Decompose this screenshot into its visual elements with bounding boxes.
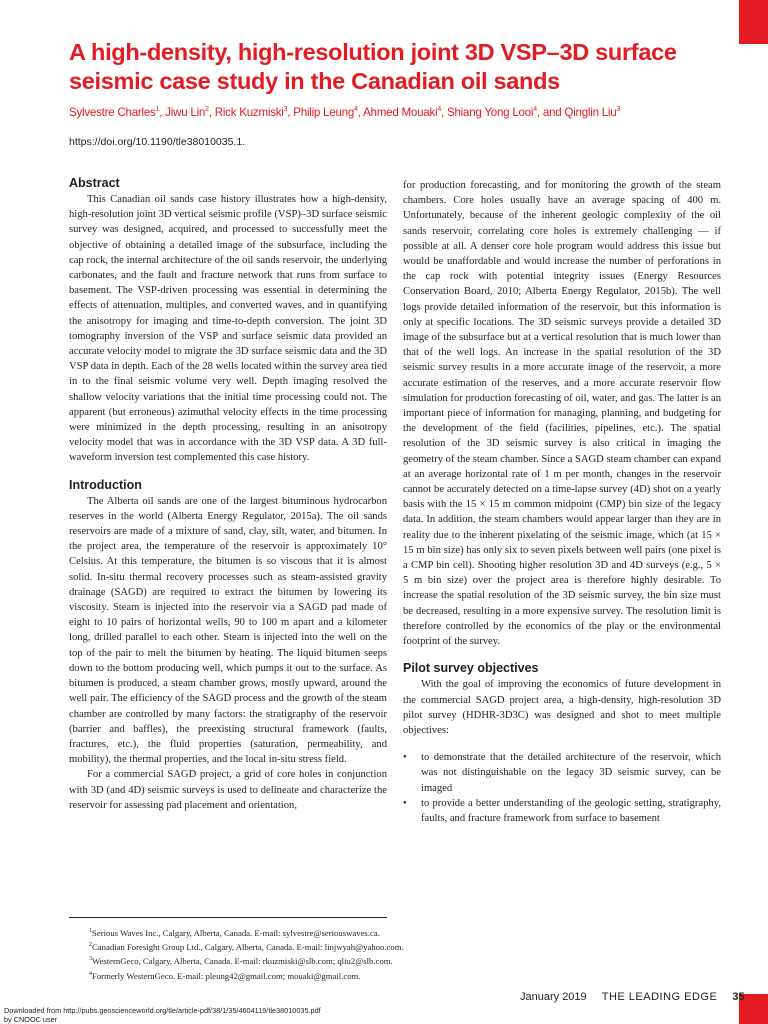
author-name: Ahmed Mouaki: [363, 106, 438, 119]
red-corner-tab: [739, 0, 768, 44]
abstract-heading: Abstract: [69, 176, 120, 190]
author-name: Qinglin Liu: [564, 106, 617, 119]
author-name: Shiang Yong Looi: [446, 106, 534, 119]
page-number: 35: [732, 991, 745, 1003]
introduction-paragraph-2: For a commercial SAGD project, a grid of core holes in conjunction with 3D (and 4D) seismic surveys is used to delineate and characterize the reservoir for assessing pad placement and orientation,: [69, 769, 387, 811]
article-title: A high-density, high-resolution joint 3D VSP–3D surface seismic case study in the Canadian oil sands: [69, 39, 677, 94]
author-affiliation: 4: [533, 106, 537, 114]
author-affiliation: 3: [283, 106, 288, 114]
issue-date: January 2019: [520, 991, 587, 1003]
abstract-text: This Canadian oil sands case history illustrates how a high-density, high-resolution joint 3D vertical seismic profile (VSP)–3D surface seismic survey was designed, acquired, and processed to successfully meet the objective of obtaining a detailed image of the subsurface, including the cap rock, the internal architecture of the oil sands reservoir, the underlying carbonates, and the fault and fracture network that runs from surface to basement. The VSP-driven processing was essential in determining the effects of attenuation, multiples, and converted waves, and in quantifying the anisotropy for imaging and time-to-depth conversion. The joint 3D tomography inversion of the VSP and surface seismic data provided an accurate velocity model to migrate the 3D surface seismic data and the 3D VSP data in depth. Each of the 28 wells located within the survey area tied in to the final seismic volume very well. Depth imaging resolved the shallow velocity variations that the initial time processing could not. The apparent (but erroneous) azimuthal velocity effects in the time processing were minimized in the depth processing, resulting in an anisotropy velocity model that was in accordance with the 3D VSP data. A 3D full-waveform inversion test complemented this case history.: [69, 194, 387, 464]
download-url[interactable]: Downloaded from http://pubs.geoscienceworld.org/tle/article-pdf/38/1/35/4604119/tle38010035.pdf: [4, 1006, 321, 1015]
download-notice: [4, 1006, 321, 1024]
objectives-list: [403, 750, 721, 826]
bullet-icon: •: [403, 752, 407, 764]
author-name: Rick Kuzmiski: [214, 106, 284, 119]
author-affiliation: 2: [205, 106, 209, 114]
author-affiliation: 1: [155, 106, 160, 114]
journal-name: THE LEADING EDGE: [601, 991, 718, 1003]
left-column: [69, 176, 387, 813]
author-list: Sylvestre Charles$^1$, Jiwu Lin$^2$, Rick Kuzmiski$^3$, Philip Leung$^4$, Ahmed Mouaki$^4$, Shiang Yong Looi$^4$, and Qinglin Liu$^3$: [69, 106, 621, 119]
bullet-icon: •: [403, 797, 407, 809]
introduction-paragraph-1: The Alberta oil sands are one of the largest bituminous hydrocarbon reserves in the world (Alberta Energy Regulator, 2015a). The oil sands reservoirs are made of a mixture of sand, clay, silt, water, and bitumen. In the project area, the temperature of the reservoir is approximately 10° Celsius. At this temperature, the bitumen is so viscous that it is almost solid. In-situ thermal recovery processes such as steam-assisted gravity drainage (SAGD) are required to extract the bitumen by lowering its viscosity. Steam is injected into the reservoir via a SAGD pad made of eight to 10 pairs of horizontal wells, 90 to 100 m apart and a kilometer long, drilled parallel to each other. Steam is injected into the well on the top of the pair to melt the bitumen by heating. The liquid bitumen seeps down to the bottom producing well, which pumps it out to the surface. As bitumen is produced, a steam chamber grows, mostly upward, around the well pair. The efficiency of the SAGD process and the growth of the steam chamber are controlled by many factors: the stratigraphy of the reservoir (barrier and baffles), the preexisting structural framework (faults, fractures, etc.), the fluid properties (saturation, permeability, and mobility), the thermal properties, and the local in-situ stress field.: [69, 495, 387, 766]
author-affiliation: 4: [354, 106, 358, 114]
right-column: [403, 178, 721, 826]
list-item: • to demonstrate that the detailed architecture of the reservoir, which was not distinguishable on the legacy 3D seismic survey, can be imaged: [403, 752, 721, 794]
download-user: by CNOOC user: [4, 1015, 58, 1024]
author-affiliation: 3: [616, 106, 621, 114]
footnote-divider: [69, 917, 387, 918]
page-footer: [520, 991, 745, 1003]
pilot-paragraph: With the goal of improving the economics of future development in the commercial SAGD project area, a high-density, high-resolution 3D pilot survey (HDHR-3D3C) was designed and shot to meet multiple objectives:: [403, 679, 721, 736]
footnote: $^3$WesternGeco, Calgary, Alberta, Canada. E-mail: rkuzmiski@slb.com; qliu2@slb.com.: [89, 956, 393, 967]
footnote: $^2$Canadian Foresight Group Ltd., Calgary, Alberta, Canada. E-mail: linjwyah@yahoo.com.: [89, 942, 404, 953]
author-name: Philip Leung: [293, 106, 355, 119]
author-name: Sylvestre Charles: [69, 106, 156, 119]
introduction-paragraph-2-continued: for production forecasting, and for monitoring the growth of the steam chambers. Core holes usually have an average spacing of 400 m. Unfortunately, because of the inherent geologic complexity of the oil sands reservoir, correlating core holes is extremely challenging — if possible at all. A denser core hole program would address this issue but would be unaffordable and would increase the number of perforations in the cap rock with potential integrity issues (Energy Resources Conservation Board, 2010; Alberta Energy Regulator, 2015b). The well logs provide detailed information of the reservoir, but this information is only at specific locations. The 3D seismic surveys provide a detailed 3D image of the subsurface but at a vertical resolution that is much lower than that of the well logs. An increase in the spatial resolution of the 3D seismic survey results in a more accurate image of the reservoir, a more accurate estimation of the reserves, and a more accurate reservoir flow simulation for production forecasting of oil, water, and gas. The latter is an important piece of information for managing, planning, and budgeting for the development of the field (facilities, pipelines, etc.). The spatial resolution of the 3D seismic survey is also critical in imaging the geometry of the steam chamber. Since a SAGD steam chamber can expand at an average horizontal rate of 1 m per month, changes in the reservoir cannot be accurately detected on a time-lapse survey (4D) shot on a yearly basis with the 15 × 15 m common midpoint (CMP) bin size of the legacy data. In addition, the steam chambers would appear larger than they are in reality due to the inherent pixelating of the seismic image, which (at 15 × 15 m bin size) has only six to seven pixels between well pairs (one pixel is a CMP bin cell). Shooting higher resolution 3D and 4D surveys (e.g., 5 × 5 m bin size) over the project area is therefore highly desirable. To increase the spatial resolution of the 3D seismic survey, the bin size must be decreased, resulting in a more expensive survey. The resolution limit is therefore controlled by the economics of the play or the environmental footprint of the survey.: [403, 180, 721, 648]
introduction-heading: Introduction: [69, 477, 142, 492]
footnote: $^4$Formerly WesternGeco. E-mail: pleung42@gmail.com; mouaki@gmail.com.: [89, 970, 361, 981]
pilot-heading: Pilot survey objectives: [403, 661, 539, 676]
footnote: $^1$Serious Waves Inc., Calgary, Alberta, Canada. E-mail: sylvestre@seriouswaves.ca.: [89, 927, 380, 938]
footnotes: [89, 925, 589, 982]
list-item: • to provide a better understanding of the geologic setting, stratigraphy, faults, and fracture framework from surface to basement: [403, 797, 721, 824]
doi-link[interactable]: https://doi.org/10.1190/tle38010035.1.: [69, 136, 246, 148]
author-affiliation: 4: [437, 106, 442, 114]
author-name: Jiwu Lin: [165, 106, 206, 119]
